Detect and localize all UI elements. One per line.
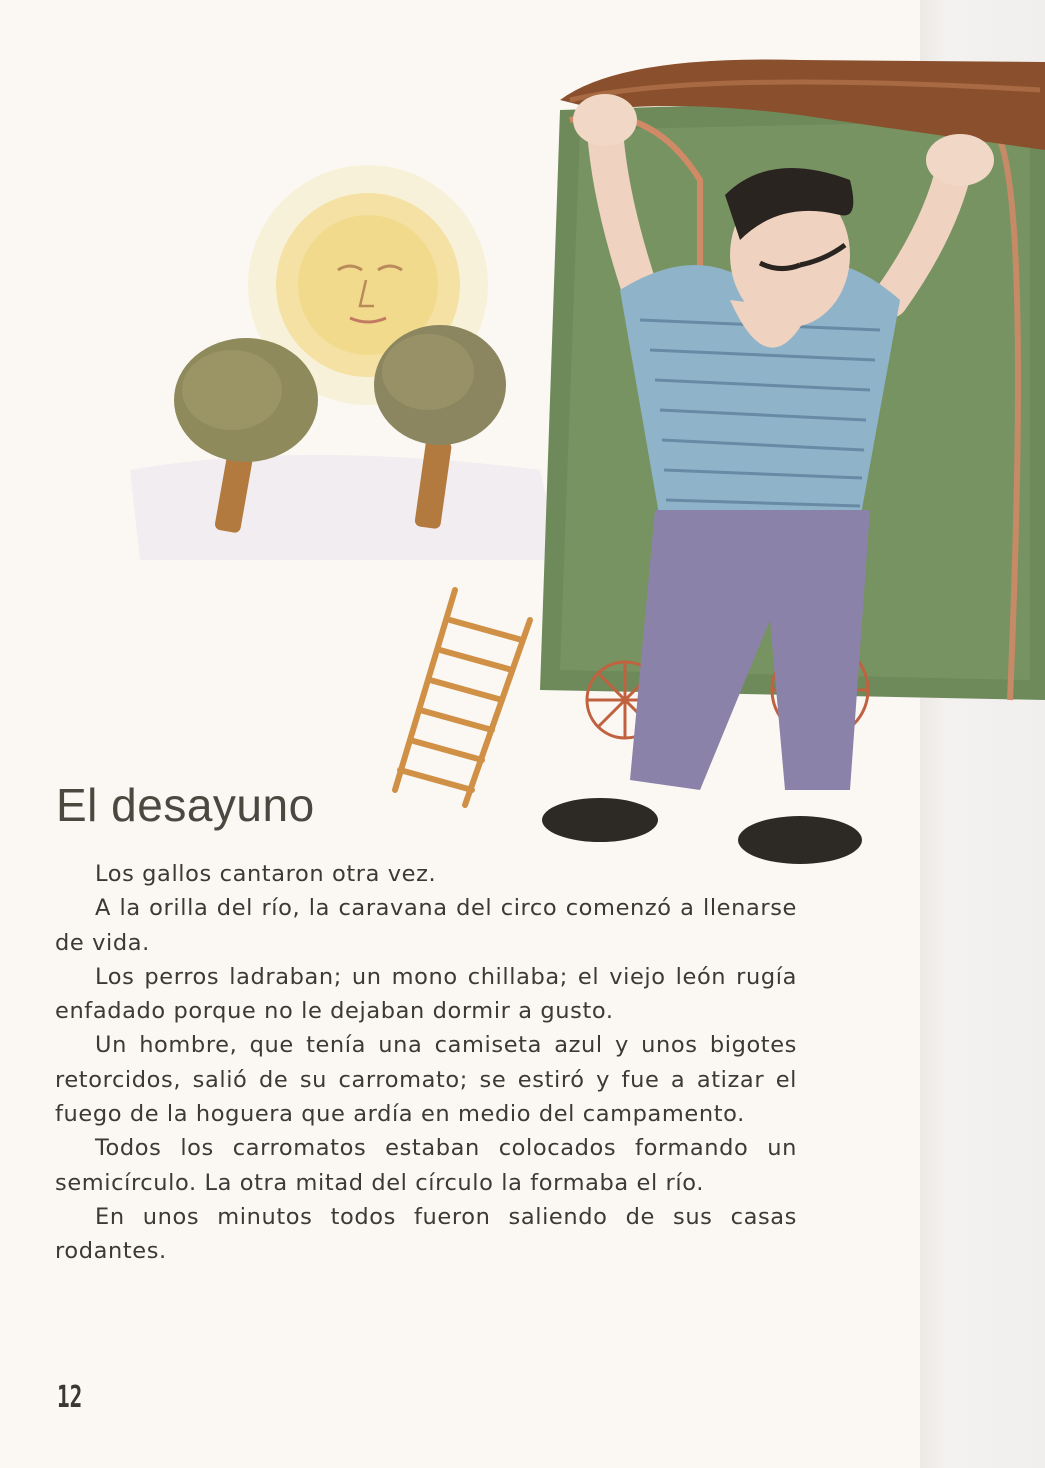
ladder <box>395 590 530 805</box>
paragraph: Todos los carromatos estaban colocados formando un semicírculo. La otra mitad del círculo la formaba el río. <box>55 1135 797 1196</box>
paragraph: A la orilla del río, la caravana del circo comenzó a llenarse de vida. <box>55 895 797 956</box>
paragraph: Los perros ladraban; un mono chillaba; el viejo león rugía enfadado porque no le dejaban dormir a gusto. <box>55 963 797 1025</box>
paragraph: En unos minutos todos fueron saliendo de sus casas rodantes. <box>55 1203 797 1265</box>
paragraph: Un hombre, que tenía una camiseta azul y unos bigotes retorcidos, salió de su carromato; se estiró y fue a atizar el fuego de la hoguera que ardía en medio del campamento. <box>55 1032 797 1128</box>
ground-wash <box>130 455 560 560</box>
shoe-left <box>542 798 658 842</box>
story-title: El desayuno <box>56 779 315 831</box>
paragraph: Los gallos cantaron otra vez. <box>95 861 437 887</box>
page-number: 12 <box>57 1380 83 1415</box>
story-body <box>55 857 797 1269</box>
